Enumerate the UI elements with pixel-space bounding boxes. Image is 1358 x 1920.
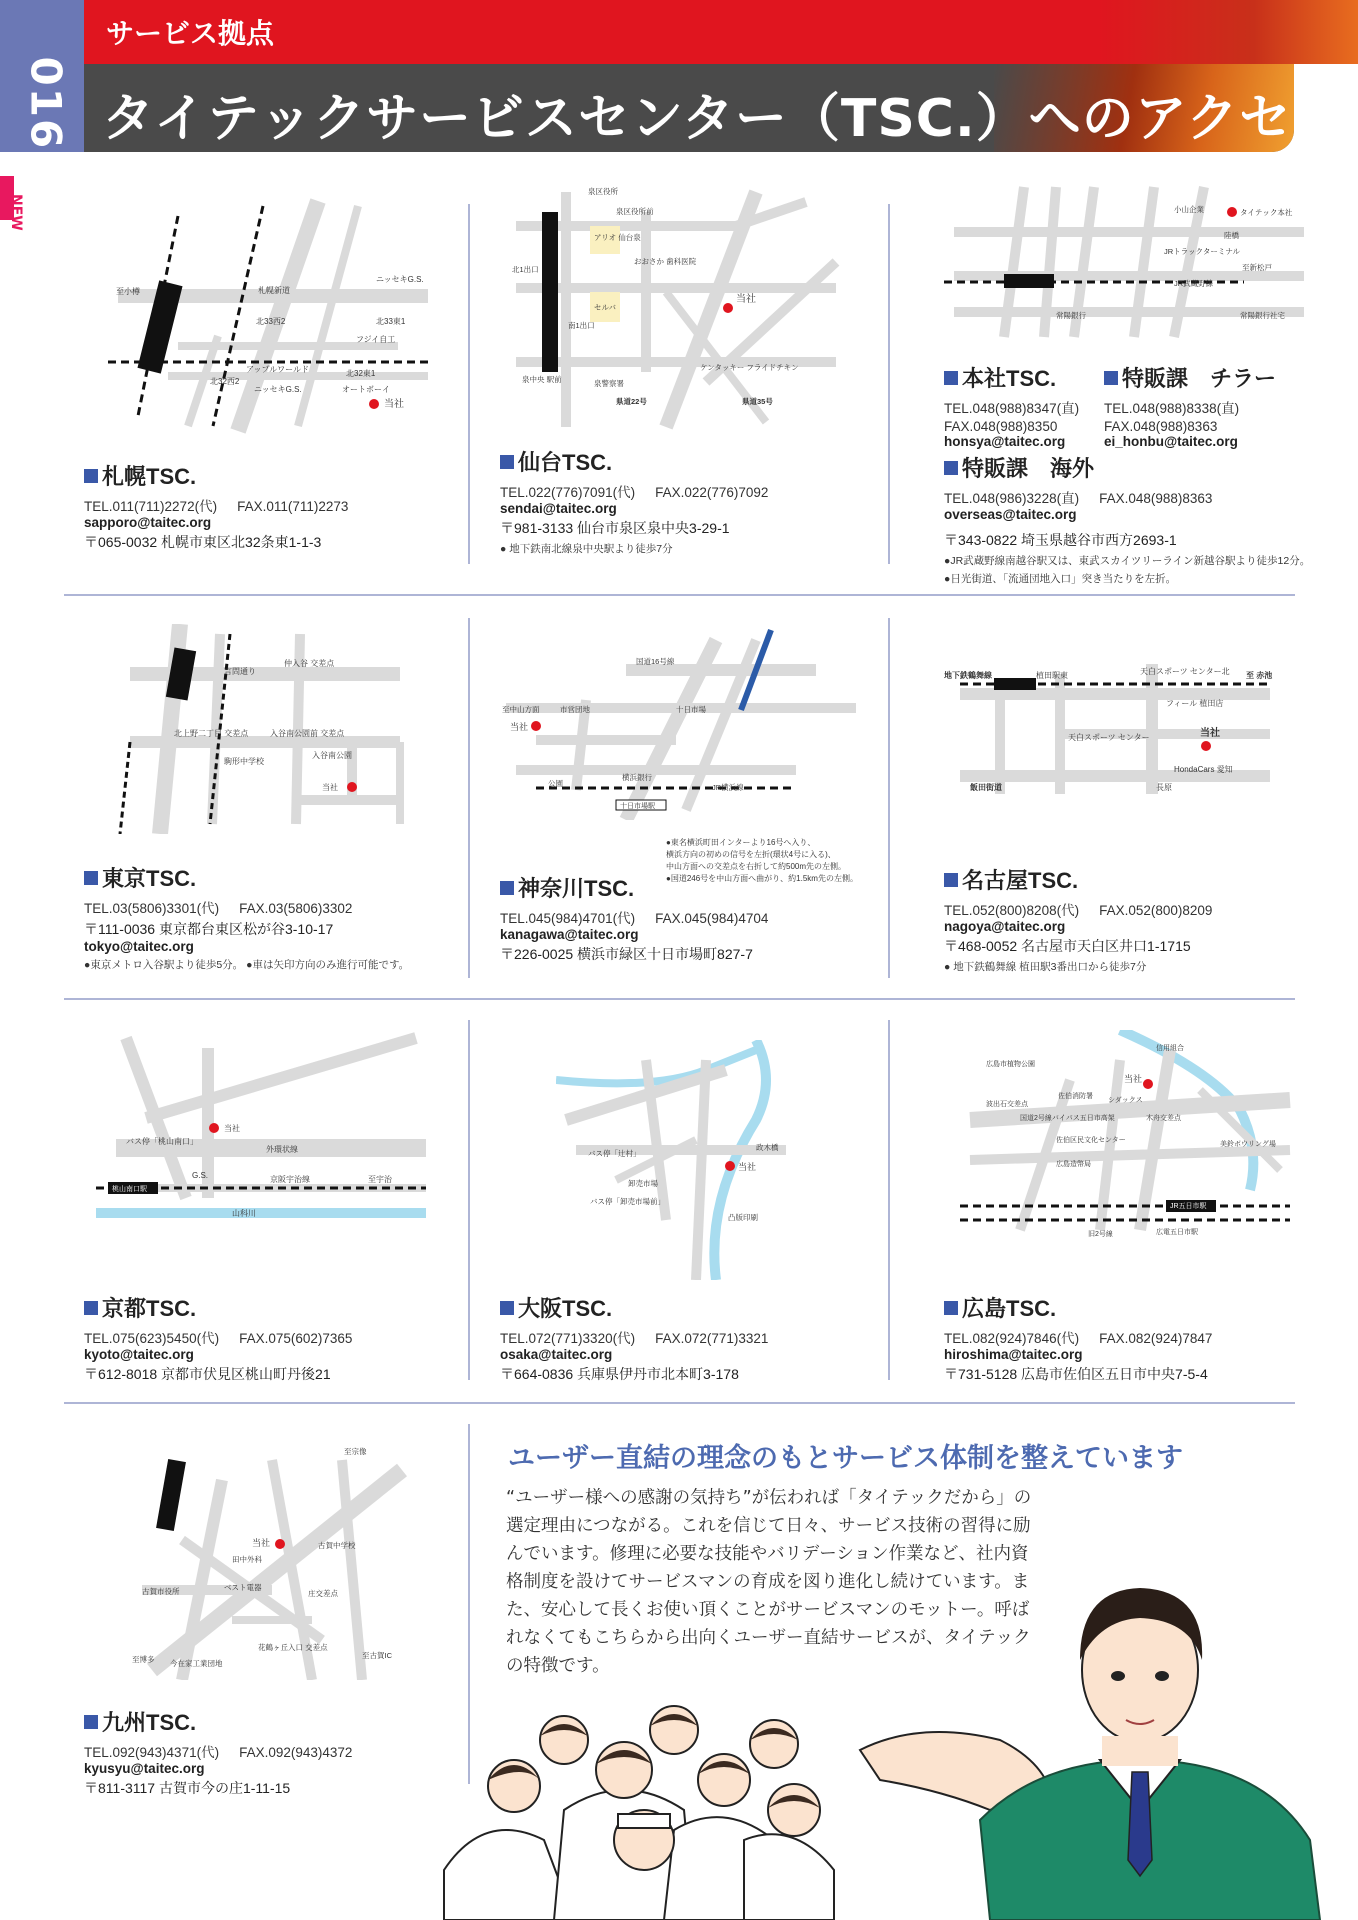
map-label: 卸売市場 (628, 1179, 658, 1188)
map-label: 当社 (510, 722, 529, 732)
map-label: 至宗像 (344, 1447, 367, 1456)
map-label: 入谷南公園前 交差点 (270, 729, 345, 738)
office-tokuhan-overseas (944, 452, 1310, 586)
map-label: 美鈴ボウリング場 (1220, 1141, 1276, 1148)
header-subtitle-bar (84, 0, 1358, 64)
map-label: 南1出口 (568, 321, 595, 330)
office-tel: TEL.075(623)5450(代) (84, 1331, 220, 1346)
office-tokyo (84, 862, 409, 972)
office-tel: TEL.03(5806)3301(代) (84, 901, 220, 916)
map-label: 至宇治 (368, 1175, 392, 1184)
map-label: 飯田街道 (970, 783, 1002, 792)
map-label: 仲入谷 交差点 (284, 659, 335, 668)
office-kanagawa (500, 872, 768, 964)
office-tel: TEL.022(776)7091(代) (500, 485, 636, 500)
office-address: 〒811-3117 古賀市今の庄1-11-15 (84, 1780, 291, 1796)
office-fax: FAX.022(776)7092 (655, 485, 769, 500)
map-label: 桃山南口駅 (112, 1186, 147, 1193)
office-osaka (500, 1292, 768, 1384)
office-sendai (500, 446, 768, 556)
map-label: 北33西2 (256, 317, 286, 326)
office-fax: FAX.048(988)8363 (1104, 419, 1218, 434)
office-fax: FAX.075(602)7365 (239, 1331, 353, 1346)
office-name: 特販課 海外 (962, 456, 1095, 481)
map-label: 泉区役所 (588, 187, 618, 196)
map-label: JR五日市駅 (1170, 1203, 1207, 1210)
sendai-location-marker (723, 303, 733, 313)
map-label: 山科川 (232, 1209, 256, 1218)
column-divider (888, 1020, 890, 1380)
office-name: 神奈川TSC. (518, 876, 635, 901)
map-label: 至小樽 (116, 287, 140, 296)
map-label: 至 赤池 (1246, 671, 1273, 680)
map-label: 市営団地 (560, 705, 590, 714)
office-address: 〒343-0822 埼玉県越谷市西方2693-1 (944, 532, 1177, 548)
message-tagline: ユーザー直結の理念のもとサービス体制を整えています (508, 1443, 1183, 1474)
map-label: 庄交差点 (308, 1589, 338, 1598)
office-email[interactable]: osaka@taitec.org (500, 1347, 613, 1362)
office-address: 〒981-3133 仙台市泉区泉中央3-29-1 (500, 520, 730, 536)
sapporo-map (98, 196, 438, 436)
tokyo-map (100, 624, 410, 834)
map-label: HondaCars 愛知 (1174, 765, 1233, 774)
office-address: 〒612-8018 京都市伏見区桃山町丹後21 (84, 1366, 331, 1382)
nagoya-map (940, 654, 1280, 804)
hiroshima-location-marker (1143, 1079, 1153, 1089)
map-label: JR横浜線 (712, 783, 744, 792)
map-label: 今在家工業団地 (170, 1659, 223, 1668)
office-kyushu (84, 1706, 352, 1798)
column-divider (468, 618, 470, 978)
honsha-map (944, 182, 1304, 342)
office-note: ●東名横浜町田インターより16号へ入り、 (666, 838, 816, 847)
office-note: ●東京メトロ入谷駅より徒歩5分。 ●車は矢印方向のみ進行可能です。 (84, 959, 410, 971)
office-tel: TEL.011(711)2272(代) (84, 499, 218, 514)
map-label: 至博多 (132, 1655, 155, 1664)
map-label: オートボーイ (342, 385, 390, 394)
office-note: ●日光街道、「流通団地入口」突き当たりを左折。 (944, 573, 1177, 585)
map-label: ベスト電器 (224, 1583, 262, 1592)
office-email[interactable]: kanagawa@taitec.org (500, 927, 639, 942)
office-name: 名古屋TSC. (962, 868, 1079, 893)
map-label: 木舟交差点 (1146, 1115, 1181, 1122)
office-tokuhan-chiller (1104, 362, 1276, 449)
map-label: 当社 (1124, 1074, 1143, 1084)
map-label: 泉警察署 (594, 379, 624, 388)
map-label: 泉区役所前 (616, 207, 654, 216)
office-name: 本社TSC. (962, 366, 1057, 391)
office-email[interactable]: sapporo@taitec.org (84, 515, 212, 530)
office-tel: TEL.082(924)7846(代) (944, 1331, 1080, 1346)
office-tel: TEL.048(986)3228(直) (944, 491, 1080, 506)
map-label: 当社 (252, 1538, 271, 1548)
map-label: ニッセキG.S. (376, 275, 424, 284)
office-note: ● 地下鉄鶴舞線 植田駅3番出口から徒歩7分 (944, 961, 1147, 973)
office-email[interactable]: sendai@taitec.org (500, 501, 617, 516)
office-honsha (944, 362, 1079, 449)
map-label: 北32東1 (346, 369, 376, 378)
row-divider (64, 594, 1295, 596)
map-label: 公園 (548, 779, 563, 788)
kanagawa-location-marker (531, 721, 541, 731)
map-label: 当社 (1200, 728, 1220, 739)
kyushu-location-marker (275, 1539, 285, 1549)
office-name: 仙台TSC. (518, 450, 613, 475)
map-label: 佐伯消防署 (1058, 1093, 1093, 1100)
map-label: おおさか 歯科医院 (634, 257, 697, 266)
map-label: 北32西2 (210, 377, 240, 386)
map-label: 横浜銀行 (622, 773, 652, 782)
map-label: 地下鉄鶴舞線 (944, 671, 992, 680)
map-label: 小山企業 (1174, 205, 1204, 214)
map-label: 泉中央 駅前 (522, 375, 562, 384)
map-label: フジイ自工 (356, 335, 396, 344)
map-label: 波出石交差点 (986, 1101, 1028, 1108)
map-label: 政木橋 (756, 1143, 779, 1152)
office-address: 〒468-0052 名古屋市天白区井口1-1715 (944, 938, 1191, 954)
message-body: “ユーザー様への感謝の気持ち”が伝われば「タイテックだから」の選定理由につながる。これを信じて日々、サービス技術の習得に励んでいます。修理に必要な技能やバリデーション作業など、社内資格制度を設けてサービスマンの育成を図り進化し続けています。また、安心して長くお使い頂くことがサービスマンのモットー。呼ばれなくてもこちらから出向くユーザー直結サービスが、タイテックの特徴です。 (506, 1488, 1032, 1676)
map-label: 至古賀IC (362, 1651, 392, 1660)
map-label: JR武蔵野線 (1174, 279, 1214, 288)
office-fax: FAX.048(988)8363 (1099, 491, 1213, 506)
map-label: 十日市場 (676, 705, 706, 714)
page-title: タイテックサービスセンター（TSC.）へのアクセス (102, 89, 1346, 149)
nagoya-location-marker (1201, 741, 1211, 751)
column-divider (888, 204, 890, 564)
page-number-tab (0, 0, 84, 152)
map-label: 常陽銀行社宅 (1240, 311, 1285, 320)
office-email[interactable]: overseas@taitec.org (944, 507, 1077, 522)
office-name: 特販課 チラー (1122, 366, 1277, 391)
kyushu-map (122, 1440, 412, 1680)
map-label: 広島市植物公園 (986, 1061, 1035, 1068)
office-fax: FAX.052(800)8209 (1099, 903, 1213, 918)
sendai-map (506, 182, 846, 432)
office-email[interactable]: kyoto@taitec.org (84, 1347, 194, 1362)
map-label: 田中外科 (232, 1555, 262, 1564)
map-label: 北1出口 (512, 265, 539, 274)
office-address: 〒664-0836 兵庫県伊丹市北本町3-178 (500, 1366, 739, 1382)
office-sapporo (84, 460, 348, 552)
map-label: 当社 (224, 1124, 240, 1133)
map-label: 古賀市役所 (142, 1587, 180, 1596)
map-label: 花鶴ヶ丘入口 交差点 (258, 1643, 328, 1652)
office-tel: TEL.092(943)4371(代) (84, 1745, 220, 1760)
map-label: 長原 (1156, 783, 1172, 792)
map-label: 天白スポーツ センター北 (1140, 667, 1230, 676)
office-kyoto (84, 1292, 352, 1384)
office-nagoya (944, 864, 1212, 974)
office-email[interactable]: ei_honbu@taitec.org (1104, 434, 1238, 449)
office-name: 東京TSC. (102, 866, 197, 891)
honsha-location-marker (1227, 207, 1237, 217)
map-label: 信用組合 (1156, 1045, 1184, 1052)
map-label: アップルワールド (246, 365, 309, 374)
kanagawa-map (496, 620, 856, 820)
office-name: 九州TSC. (102, 1710, 197, 1735)
map-label: 京阪宇治線 (270, 1175, 310, 1184)
map-label: 北33東1 (376, 317, 406, 326)
tokyo-location-marker (347, 782, 357, 792)
office-fax: FAX.072(771)3321 (655, 1331, 769, 1346)
osaka-location-marker (725, 1161, 735, 1171)
office-name: 札幌TSC. (102, 464, 197, 489)
office-fax: FAX.03(5806)3302 (239, 901, 353, 916)
office-address: 〒111-0036 東京都台東区松が谷3-10-17 (84, 921, 334, 937)
row-divider (64, 998, 1295, 1000)
map-label: 国道2号線バイパス五日市高架 (1020, 1115, 1115, 1122)
map-label: 常陽銀行 (1056, 311, 1086, 320)
office-hiroshima (944, 1292, 1212, 1384)
sapporo-location-marker (369, 399, 379, 409)
office-note: ● 地下鉄南北線泉中央駅より徒歩7分 (500, 543, 673, 555)
presenter-illustration (840, 1560, 1340, 1920)
map-label: 天白スポーツ センター (1068, 733, 1150, 742)
map-label: 古賀中学校 (318, 1541, 356, 1550)
office-email[interactable]: hiroshima@taitec.org (944, 1347, 1083, 1362)
office-email[interactable]: nagoya@taitec.org (944, 919, 1066, 934)
map-label: ケンタッキー フライドチキン (700, 363, 799, 372)
hiroshima-map (960, 1030, 1300, 1250)
map-label: 当社 (738, 1162, 757, 1172)
kyoto-location-marker (209, 1123, 219, 1133)
map-label: ニッセキG.S. (254, 385, 302, 394)
office-tel: TEL.072(771)3320(代) (500, 1331, 636, 1346)
map-label: 当社 (322, 783, 338, 792)
map-label: 十日市場駅 (620, 803, 655, 810)
office-email[interactable]: kyusyu@taitec.org (84, 1761, 205, 1776)
map-label: 県道35号 (742, 397, 773, 406)
map-label: 至新松戸 (1242, 263, 1272, 272)
office-email[interactable]: honsya@taitec.org (944, 434, 1066, 449)
map-label: 国道16号線 (636, 657, 675, 666)
office-tel: TEL.048(988)8347(直) (944, 401, 1080, 416)
map-label: 駒形中学校 (224, 757, 264, 766)
column-divider (888, 618, 890, 978)
map-label: 佐伯区民文化センター (1056, 1137, 1126, 1144)
new-label: NEW (8, 194, 24, 231)
map-label: バス停「桃山南口」 (126, 1137, 198, 1146)
map-label: 札幌新道 (258, 286, 290, 295)
map-label: フィール 植田店 (1166, 699, 1224, 708)
office-fax: FAX.011(711)2273 (237, 499, 349, 514)
column-divider (468, 1020, 470, 1380)
map-label: 当社 (736, 294, 756, 305)
map-label: 凸版印刷 (728, 1213, 758, 1222)
header-subtitle: サービス拠点 (106, 17, 275, 50)
map-label: 北上野二丁目 交差点 (174, 729, 249, 738)
map-label: 言問通り (224, 667, 256, 676)
osaka-map (556, 1040, 806, 1280)
office-note: ●国道246号を中山方面へ曲がり、約1.5km先の左側。 (666, 874, 858, 883)
map-label: 至中山方面 (502, 705, 540, 714)
office-name: 京都TSC. (102, 1296, 197, 1321)
map-label: 広電五日市駅 (1156, 1229, 1198, 1236)
map-label: バス停「卸売市場前」 (590, 1197, 665, 1206)
map-label: タイテック本社 (1240, 208, 1293, 217)
column-divider (468, 204, 470, 564)
kyoto-map (96, 1028, 426, 1228)
office-fax: FAX.048(988)8350 (944, 419, 1058, 434)
office-tel: TEL.052(800)8208(代) (944, 903, 1080, 918)
map-label: 植田駅東 (1036, 671, 1068, 680)
office-fax: FAX.045(984)4704 (655, 911, 769, 926)
office-fax: FAX.092(943)4372 (239, 1745, 353, 1760)
office-name: 広島TSC. (962, 1296, 1057, 1321)
staff-group-illustration (424, 1690, 844, 1920)
row-divider (64, 1402, 1295, 1404)
office-note: 中山方面への交差点を右折して約500m先の左側。 (666, 862, 847, 871)
map-label: JRトラックターミナル (1164, 247, 1240, 256)
map-label: 陸橋 (1224, 231, 1239, 240)
map-label: 旧2号線 (1088, 1231, 1113, 1238)
map-label: 広島造幣局 (1056, 1161, 1091, 1168)
office-name: 大阪TSC. (518, 1296, 613, 1321)
office-tel: TEL.048(988)8338(直) (1104, 401, 1240, 416)
office-fax: FAX.082(924)7847 (1099, 1331, 1213, 1346)
map-label: 外環状線 (266, 1145, 298, 1154)
map-label: 県道22号 (616, 397, 647, 406)
map-label: G.S. (192, 1171, 209, 1180)
office-email[interactable]: tokyo@taitec.org (84, 939, 194, 954)
office-note: ●JR武蔵野線南越谷駅又は、東武スカイツリーライン新越谷駅より徒歩12分。 (944, 555, 1311, 567)
map-label: 入谷南公園 (312, 751, 352, 760)
office-address: 〒065-0032 札幌市東区北32条東1-1-3 (84, 534, 322, 550)
map-label: バス停「辻村」 (588, 1149, 641, 1158)
map-label: アリオ 仙台泉 (594, 233, 641, 242)
map-label: シダックス (1108, 1097, 1143, 1104)
map-label: セルバ (594, 303, 616, 312)
office-address: 〒731-5128 広島市佐伯区五日市中央7-5-4 (944, 1366, 1208, 1382)
office-address: 〒226-0025 横浜市緑区十日市場町827-7 (500, 946, 753, 962)
office-tel: TEL.045(984)4701(代) (500, 911, 636, 926)
page-number: 016 (21, 56, 71, 151)
map-label: 当社 (384, 399, 404, 410)
office-note: 横浜方向の初めの信号を左折(環状4号に入る)、 (666, 850, 836, 859)
